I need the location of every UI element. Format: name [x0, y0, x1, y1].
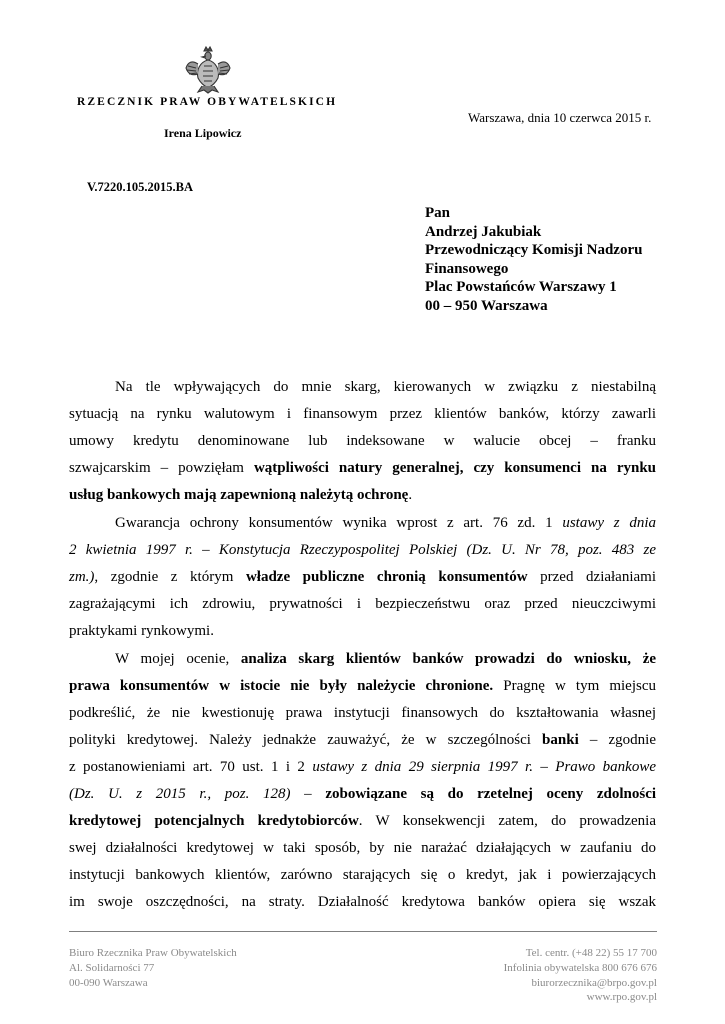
paragraph-3-line: W mojej ocenie, analiza skarg klientów banków prowadzi do wniosku, że	[115, 651, 657, 667]
footer-contact	[504, 946, 657, 1005]
footer-website: www.rpo.gov.pl	[586, 991, 657, 1004]
paragraph-3-line: swej działalności kredytowej w taki sposób, by nie narażać działających w zaufaniu do	[69, 840, 656, 856]
polish-eagle-emblem-icon	[184, 44, 232, 94]
footer-address-line: 00-090 Warszawa	[69, 976, 148, 989]
footer-address	[69, 946, 237, 990]
paragraph-2-line: praktykami rynkowymi.	[69, 623, 214, 639]
paragraph-3-line: im swoje oszczędności, na straty. Działalność kredytowa banków opiera się wszak	[69, 894, 656, 910]
paragraph-3-line: polityki kredytowej. Należy jednakże zauważyć, że w szczególności banki – zgodnie	[69, 732, 656, 748]
paragraph-3-line: (Dz. U. z 2015 r., poz. 128) – zobowiązane są do rzetelnej oceny zdolności	[69, 786, 657, 802]
paragraph-2-line: Gwarancja ochrony konsumentów wynika wprost z art. 76 zd. 1 ustawy z dnia	[115, 515, 656, 531]
footer-address-line: Al. Solidarności 77	[69, 961, 155, 974]
paragraph-3-line: prawa konsumentów w istocie nie były należycie chronione. Pragnę w tym miejscu	[69, 678, 656, 694]
paragraph-3-line: instytucji bankowych klientów, zarówno starających się o kredyt, jak i powierzających	[69, 867, 656, 883]
letter-date: Warszawa, dnia 10 czerwca 2015 r.	[468, 110, 652, 125]
addressee-line: Andrzej Jakubiak	[425, 223, 542, 240]
footer-email: biurorzecznika@brpo.gov.pl	[531, 976, 657, 989]
addressee-line: Plac Powstańców Warszawy 1	[425, 279, 617, 296]
footer-divider	[69, 931, 657, 932]
addressee-line: Pan	[425, 205, 451, 221]
reference-number: V.7220.105.2015.BA	[87, 180, 194, 194]
footer-hotline: Infolinia obywatelska 800 676 676	[503, 961, 657, 974]
footer-phone: Tel. centr. (+48 22) 55 17 700	[525, 947, 657, 959]
ombudsman-name: Irena Lipowicz	[164, 126, 242, 140]
paragraph-2-line: zm.), zgodnie z którym władze publiczne chronią konsumentów przed działaniami	[69, 569, 656, 585]
paragraph-1-line: Na tle wpływających do mnie skarg, kierowanych w związku z niestabilną	[115, 379, 656, 395]
office-name: RZECZNIK PRAW OBYWATELSKICH	[77, 96, 338, 108]
addressee-block	[425, 204, 642, 316]
paragraph-1-line: umowy kredytu denominowane lub indeksowane w walucie obcej – franku	[69, 433, 656, 449]
addressee-line: Finansowego	[425, 260, 509, 277]
paragraph-1-line: sytuacją na rynku walutowym i finansowym przez klientów banków, którzy zawarli	[69, 406, 656, 422]
paragraph-3-line: podkreślić, że nie kwestionuję prawa instytucji finansowych do kształtowania własnej	[69, 705, 656, 721]
paragraph-3-line: z postanowieniami art. 70 ust. 1 i 2 ustawy z dnia 29 sierpnia 1997 r. – Prawo bankowe	[69, 759, 656, 775]
addressee-line: Przewodniczący Komisji Nadzoru	[425, 242, 643, 259]
paragraph-1-line: usług bankowych mają zapewnioną należytą ochronę.	[69, 487, 413, 503]
footer-address-line: Biuro Rzecznika Praw Obywatelskich	[69, 947, 237, 959]
paragraph-2-line: zagrażającymi ich zdrowiu, prywatności i bezpieczeństwu oraz przed nieuczciwymi	[69, 596, 656, 612]
paragraph-3-line: kredytowej potencjalnych kredytobiorców. W konsekwencji zatem, do prowadzenia	[69, 813, 656, 829]
paragraph-1-line: szwajcarskim – powzięłam wątpliwości natury generalnej, czy konsumenci na rynku	[69, 460, 656, 476]
addressee-line: 00 – 950 Warszawa	[425, 297, 548, 314]
paragraph-2-line: 2 kwietnia 1997 r. – Konstytucja Rzeczypospolitej Polskiej (Dz. U. Nr 78, poz. 483 ze	[69, 542, 656, 558]
